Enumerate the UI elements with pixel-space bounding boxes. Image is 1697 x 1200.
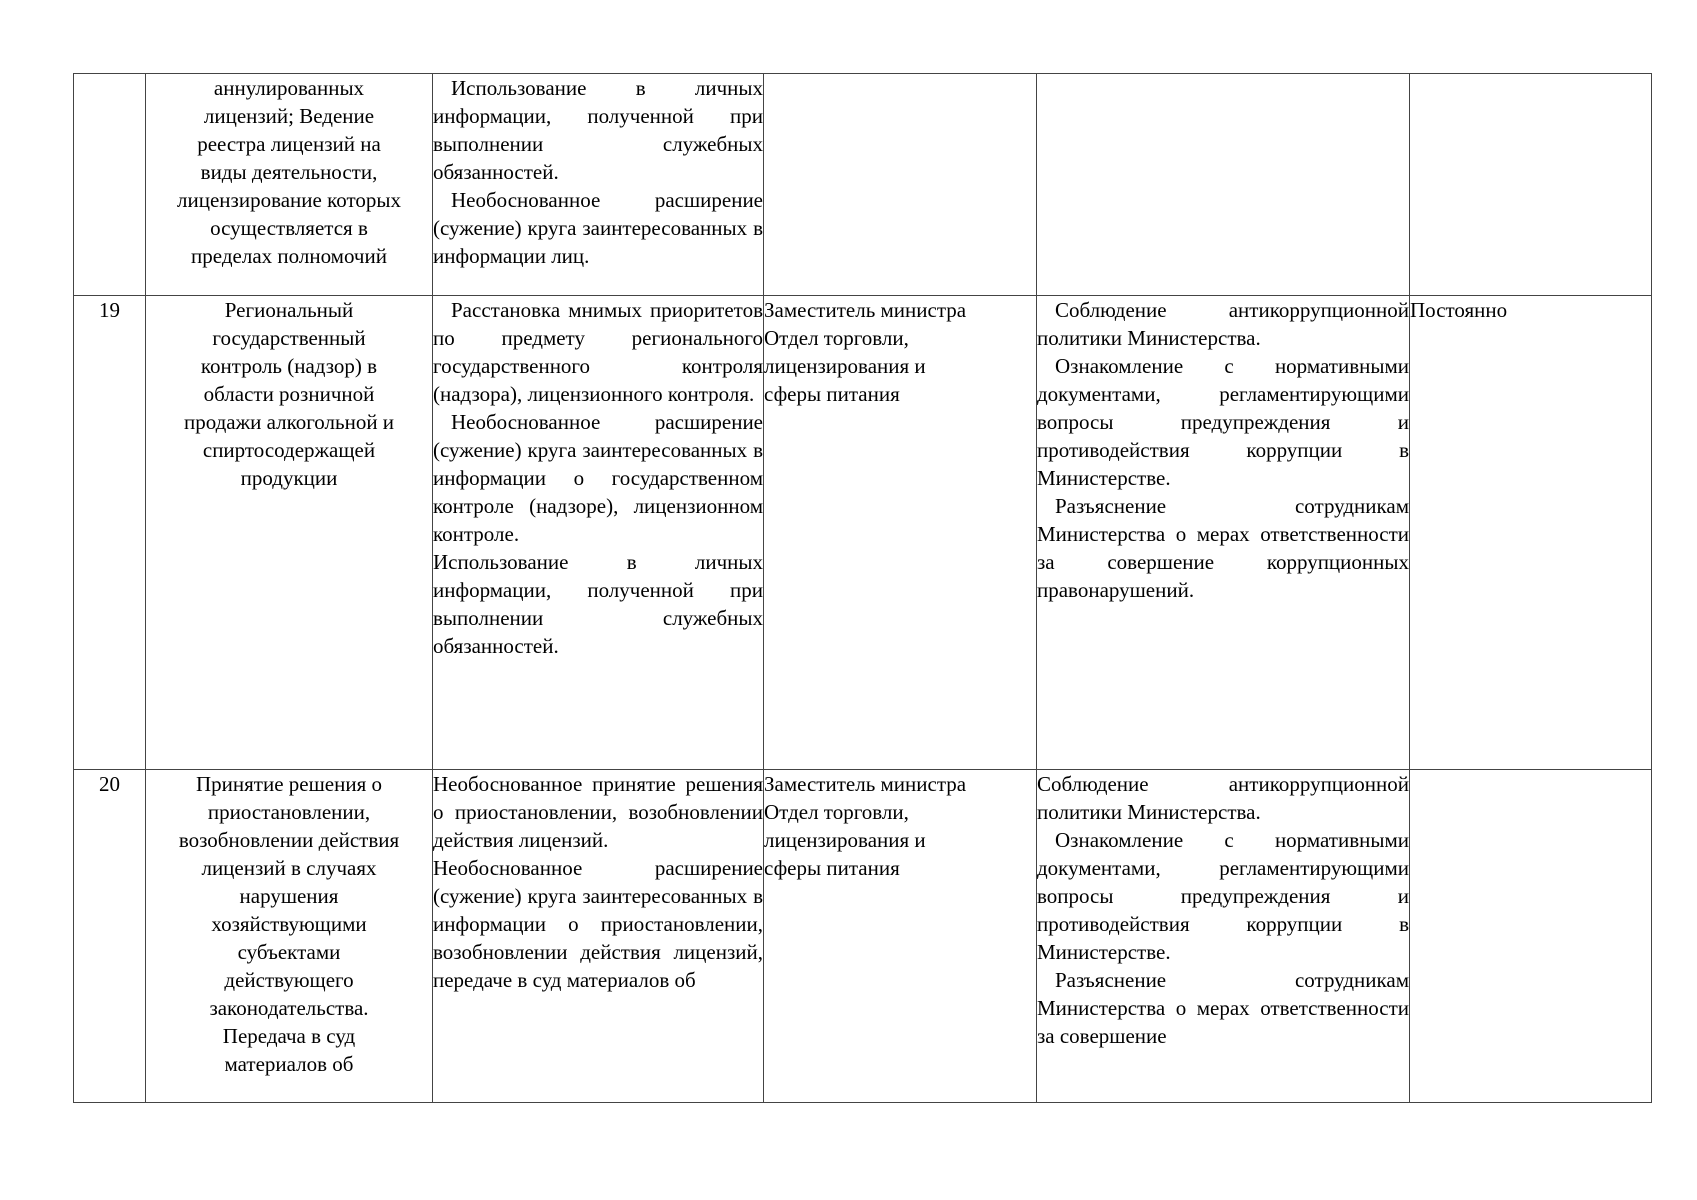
function-line: приостановлении, xyxy=(207,800,371,824)
row-number: 20 xyxy=(99,772,120,796)
function-cell xyxy=(146,74,433,296)
risk-paragraph: Расстановка мнимых приоритетов по предмету регионального государственного контроля (надзора), лицензионного контроля. xyxy=(433,298,763,406)
risk-paragraph: Необоснованное расширение (сужение) круга заинтересованных в информации о приостановлении, возобновлении действия лицензий, передаче в суд материалов об xyxy=(433,856,763,992)
function-line: контроль (надзор) в xyxy=(200,354,378,378)
responsible-text xyxy=(764,770,1036,882)
function-line: виды деятельности, xyxy=(200,160,378,184)
function-line: хозяйствующими xyxy=(211,912,367,936)
function-line: законодательства. xyxy=(209,996,369,1020)
responsible-line: сферы питания xyxy=(764,856,900,880)
function-text xyxy=(146,74,432,270)
risk-paragraph: Необоснованное расширение (сужение) круга заинтересованных в информации лиц. xyxy=(433,188,763,268)
table-body xyxy=(74,74,1652,1103)
function-line: Принятие решения о xyxy=(196,772,382,796)
measure-paragraph: Соблюдение антикоррупционной политики Министерства. xyxy=(1037,772,1409,824)
function-line: продажи алкогольной и xyxy=(183,410,395,434)
function-line: субъектами xyxy=(237,940,341,964)
risk-cell xyxy=(433,74,764,296)
measure-paragraph: Ознакомление с нормативными документами, регламентирующими вопросы предупреждения и противодействия коррупции в Министерстве. xyxy=(1037,828,1409,964)
function-line: возобновлении действия xyxy=(178,828,400,852)
table-row xyxy=(74,770,1652,1103)
function-line: реестра лицензий на xyxy=(197,132,381,156)
function-text xyxy=(146,296,432,492)
responsible-line: сферы питания xyxy=(764,382,900,406)
responsible-line: Отдел торговли, xyxy=(764,326,909,350)
function-cell xyxy=(146,296,433,770)
measure-paragraph: Разъяснение сотрудникам Министерства о мерах ответственности за совершение коррупционных правонарушений. xyxy=(1037,494,1409,602)
function-line: нарушения xyxy=(239,884,339,908)
responsible-line: лицензирования и xyxy=(764,354,926,378)
function-line: области розничной xyxy=(203,382,375,406)
function-line: лицензий в случаях xyxy=(201,856,377,880)
measures-cell xyxy=(1037,74,1410,296)
measures-cell xyxy=(1037,296,1410,770)
function-line: лицензирование которых xyxy=(177,188,401,212)
function-text xyxy=(146,770,432,1078)
table-row xyxy=(74,296,1652,770)
responsible-line: Отдел торговли, xyxy=(764,800,909,824)
risk-cell xyxy=(433,770,764,1103)
responsible-text xyxy=(764,296,1036,408)
function-line: аннулированных xyxy=(213,76,365,100)
term-cell xyxy=(1410,296,1652,770)
risk-paragraph: Использование в личных информации, полученной при выполнении служебных обязанностей. xyxy=(433,550,763,658)
responsible-cell xyxy=(764,296,1037,770)
responsible-line: Заместитель министра xyxy=(764,298,967,322)
function-cell xyxy=(146,770,433,1103)
measure-paragraph: Разъяснение сотрудникам Министерства о мерах ответственности за совершение xyxy=(1037,968,1409,1048)
risk-paragraph: Необоснованное принятие решения о приостановлении, возобновлении действия лицензий. xyxy=(433,772,763,852)
measures-text xyxy=(1037,770,1409,1050)
row-number-cell xyxy=(74,296,146,770)
function-line: спиртосодержащей xyxy=(202,438,376,462)
term-cell xyxy=(1410,74,1652,296)
function-line: лицензий; Ведение xyxy=(203,104,375,128)
term-cell xyxy=(1410,770,1652,1103)
function-line: действующего xyxy=(224,968,354,992)
row-number: 19 xyxy=(99,298,120,322)
risk-cell xyxy=(433,296,764,770)
function-line: продукции xyxy=(240,466,338,490)
measures-text xyxy=(1037,296,1409,604)
function-line: осуществляется в xyxy=(210,216,368,240)
responsible-cell xyxy=(764,74,1037,296)
measure-paragraph: Соблюдение антикоррупционной политики Министерства. xyxy=(1037,298,1409,350)
function-line: Передача в суд xyxy=(222,1024,356,1048)
risk-paragraph: Использование в личных информации, полученной при выполнении служебных обязанностей. xyxy=(433,76,763,184)
risk-text xyxy=(433,74,763,270)
risk-text xyxy=(433,296,763,660)
table-row xyxy=(74,74,1652,296)
row-number-cell xyxy=(74,770,146,1103)
term-text: Постоянно xyxy=(1410,298,1508,322)
risk-paragraph: Необоснованное расширение (сужение) круга заинтересованных в информации о государственном контроле (надзоре), лицензионном контроле. xyxy=(433,410,763,546)
measure-paragraph: Ознакомление с нормативными документами, регламентирующими вопросы предупреждения и противодействия коррупции в Министерстве. xyxy=(1037,354,1409,490)
function-line: государственный xyxy=(212,326,366,350)
responsible-line: лицензирования и xyxy=(764,828,926,852)
responsible-cell xyxy=(764,770,1037,1103)
row-number-cell xyxy=(74,74,146,296)
measures-cell xyxy=(1037,770,1410,1103)
corruption-risk-table xyxy=(73,73,1652,1103)
function-line: Региональный xyxy=(224,298,354,322)
function-line: материалов об xyxy=(224,1052,354,1076)
function-line: пределах полномочий xyxy=(191,244,387,268)
risk-text xyxy=(433,770,763,994)
responsible-line: Заместитель министра xyxy=(764,772,967,796)
